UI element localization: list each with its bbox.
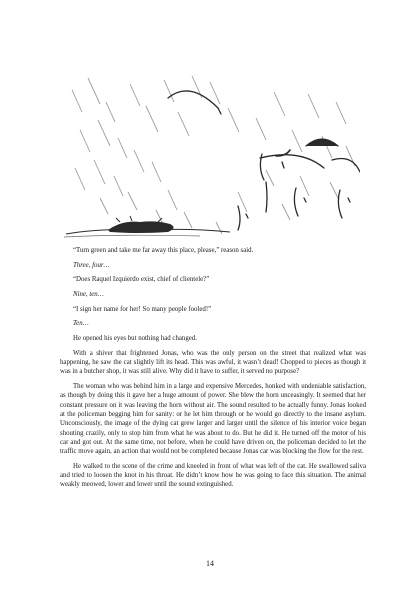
dialogue-line: “Does Raquel Izquierdo exist, chief of clientele?” xyxy=(73,276,210,284)
figure-4-head xyxy=(338,190,342,218)
page-number: 14 xyxy=(206,559,214,568)
umbrella-2 xyxy=(260,155,324,168)
counting-line: Three, four… xyxy=(73,261,110,269)
umbrella-4 xyxy=(332,159,360,173)
narrative-paragraph: He walked to the scene of the crime and kneeled in front of what was left of the cat. He swallowed saliva and tried to loosen the knot in his throat. He didn’t know how he was going to face this situation. The animal weakly meowed, lower and lower until the sound extinguished. xyxy=(60,462,366,489)
counting-line: Ten… xyxy=(73,320,89,328)
rain-figures-illustration xyxy=(60,72,360,240)
narrative-paragraph: With a shiver that frightened Jonas, who was the only person on the street that realized what was happening, he saw the cat slightly lift its head. This was awful, it wasn’t dead! Chopped to pieces as though it was in a butcher shop, it was still alive. Why did it have to suffer, it served no purpose? xyxy=(60,349,366,376)
figure-3-head xyxy=(294,188,298,216)
umbrella-1 xyxy=(168,91,218,108)
dialogue-line: “I sign her name for her! So many people fooled!” xyxy=(73,305,212,313)
rain-streaks xyxy=(72,76,355,234)
narrative-line: He opened his eyes but nothing had changed. xyxy=(73,335,197,343)
narrative-paragraph: The woman who was behind him in a large and expensive Mercedes, honked with undeniable satisfaction, as though by doing this it gave her a huge amount of power. She blew the horn unceasingly. It seemed that her constant pressure on it was leaving the horn without air. The sound resulted to be actually funny. Jonas looked at the policeman begging him for sanity: or he let him through or he would go directly to the insane asylum. Unconsciously, the image of the dying cat grew larger and larger until the silence of his interior voice began shouting crazily, only to stop him from what he was about to do. But he did it. He turned off the motor of his car and got out. At the same time, not before, when he could have driven on, the policeman decided to let the traffic move again, an action that would not be completed because Jonas car was blocking the flow for the rest. xyxy=(60,383,366,456)
umbrella-figures xyxy=(168,91,360,230)
umbrella-3 xyxy=(306,139,338,146)
dead-cat-on-road xyxy=(64,216,230,237)
dialogue-line: “Turn green and take me far away this place, please,” reason said. xyxy=(73,247,254,254)
figure-2-head xyxy=(238,206,240,230)
story-text xyxy=(60,246,366,495)
counting-line: Nine, ten… xyxy=(73,291,104,299)
